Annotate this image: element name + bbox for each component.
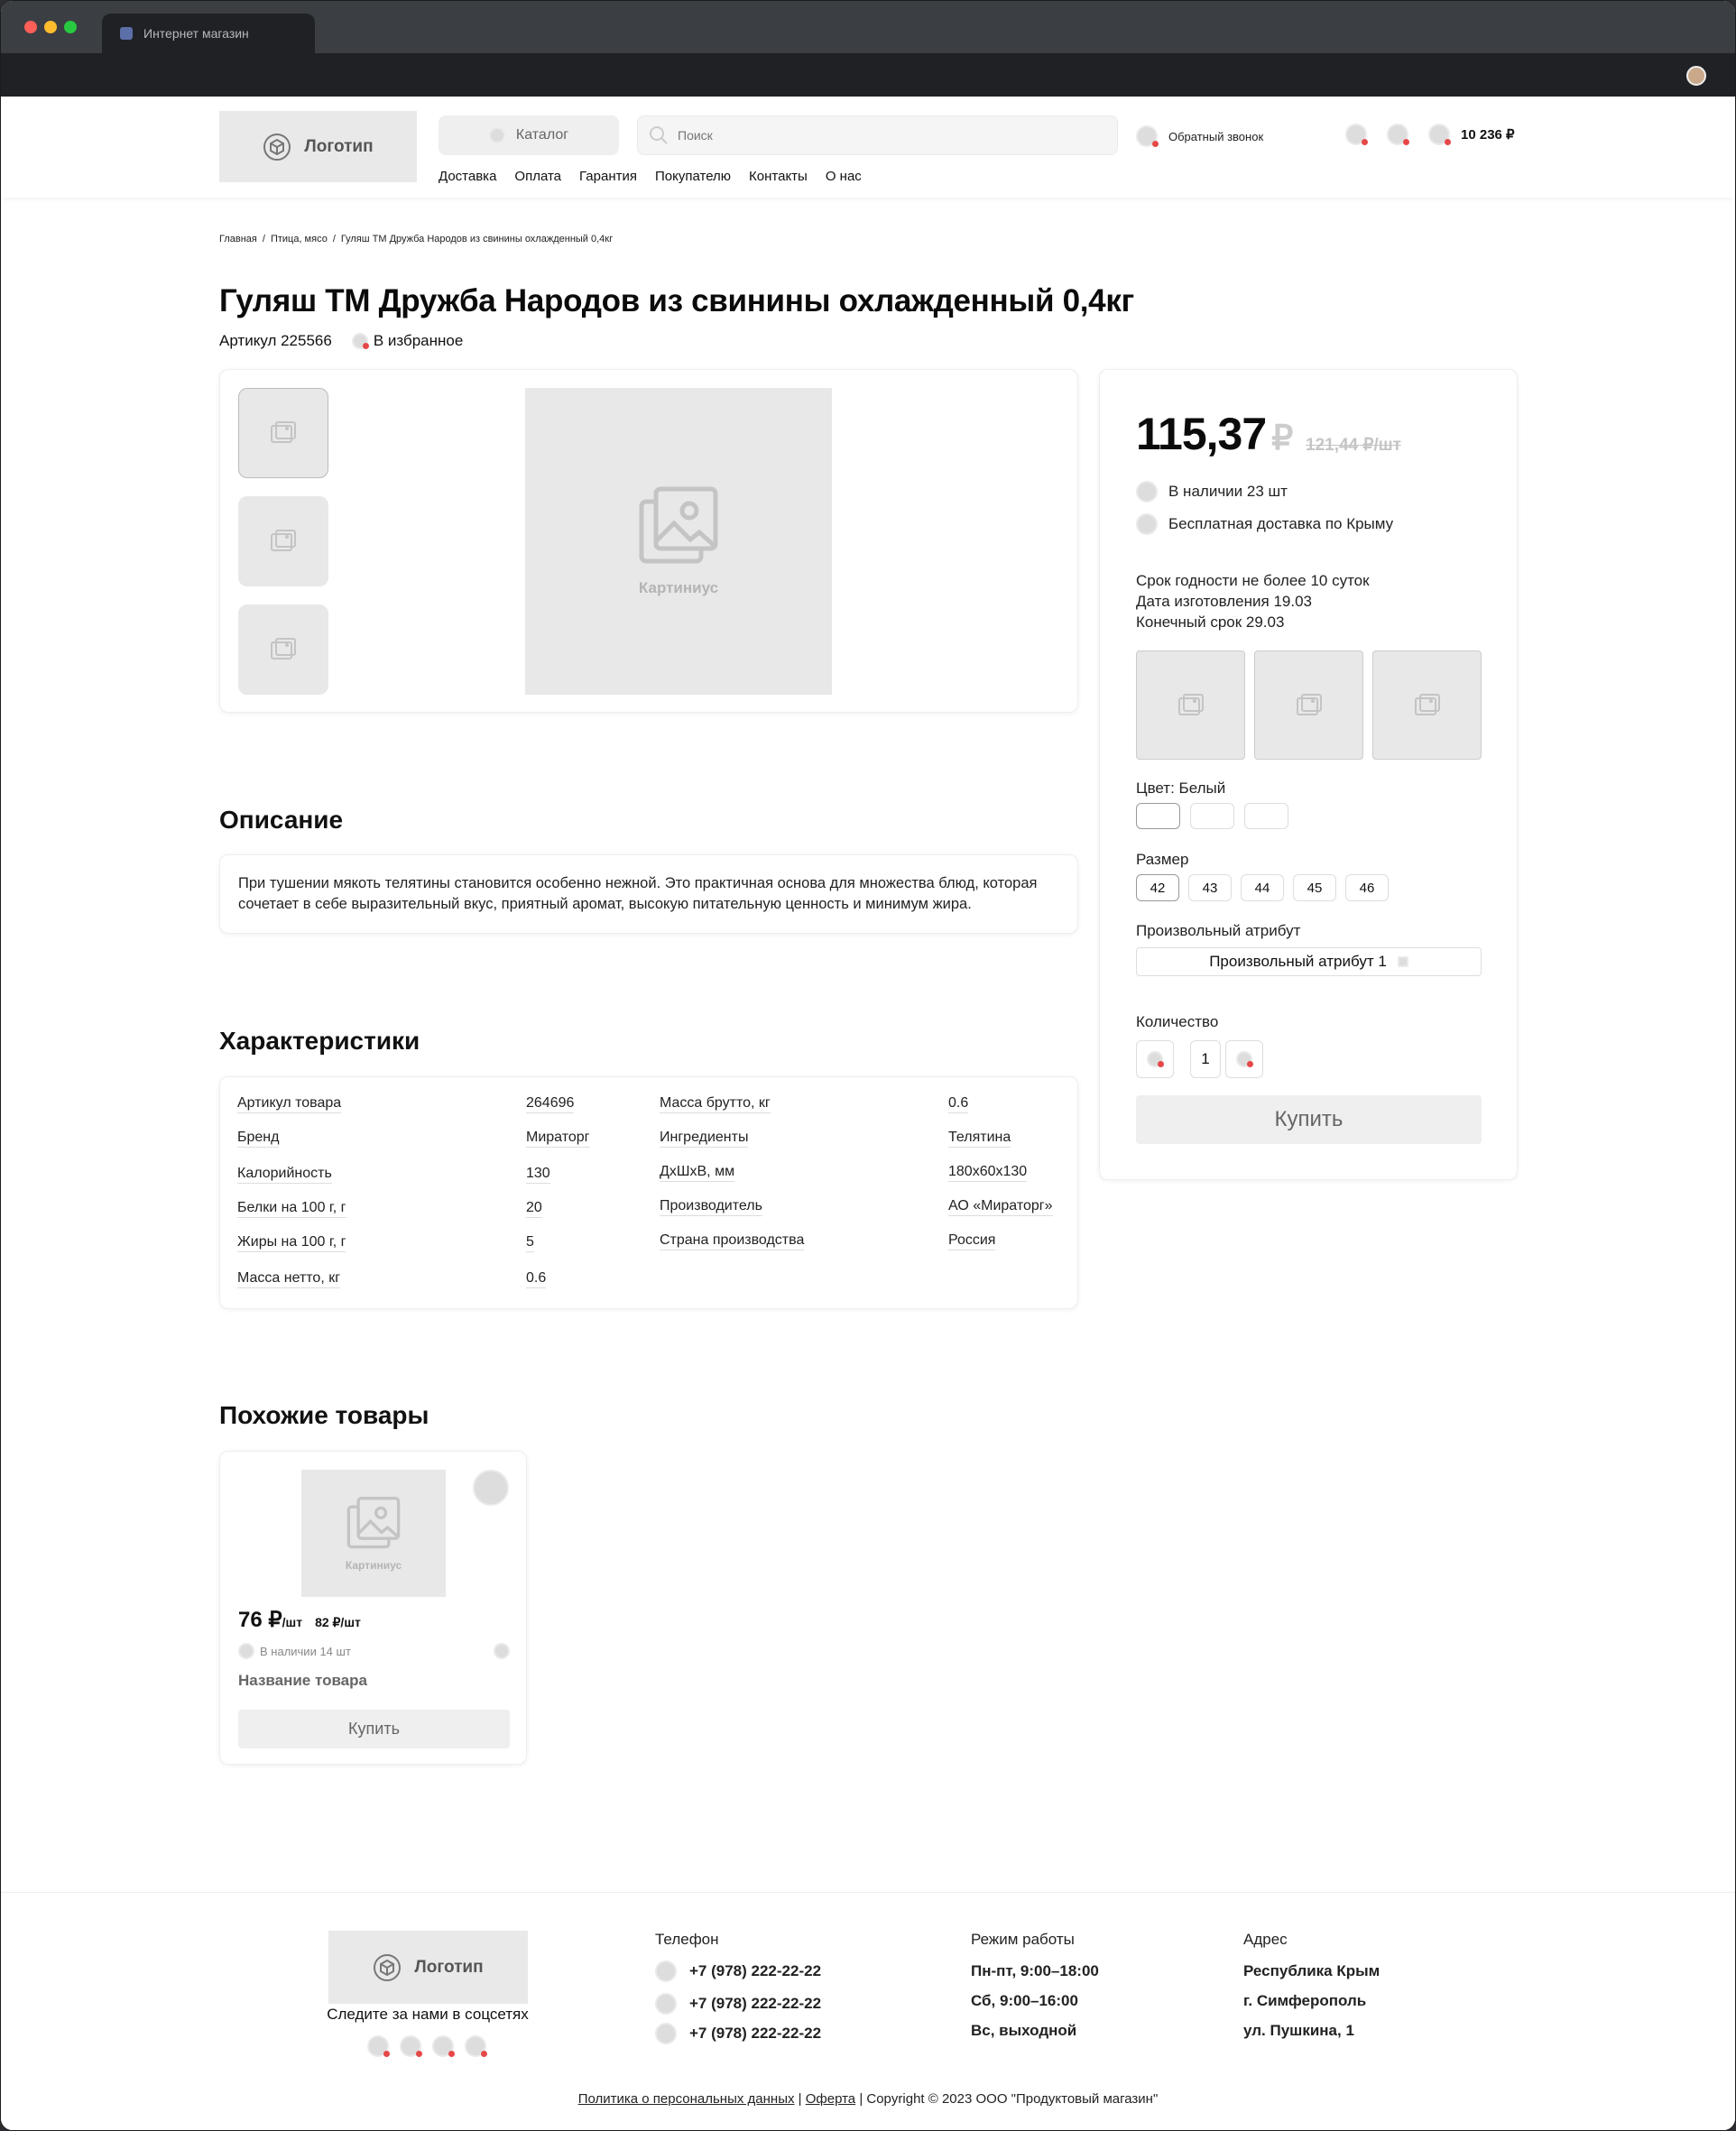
- info-icon[interactable]: [494, 1643, 510, 1659]
- stock-info: [1136, 481, 1288, 503]
- phone-icon: [1136, 125, 1158, 147]
- page-title: Гуляш ТМ Дружба Народов из свинины охлажденный 0,4кг: [219, 283, 1134, 318]
- tab-title: Интернет магазин: [143, 26, 249, 41]
- footer-logo-text: Логотип: [414, 1957, 484, 1977]
- product-card-stock-text: В наличии 14 шт: [260, 1644, 351, 1658]
- quantity-decrease-button[interactable]: [1136, 1040, 1174, 1078]
- phone-line-2[interactable]: [655, 1988, 821, 2018]
- phone-icon: [655, 1960, 677, 1982]
- product-card-stock: [238, 1643, 510, 1659]
- characteristics-card: [219, 1076, 1078, 1309]
- attribute-label: Произвольный атрибут: [1136, 922, 1301, 939]
- characteristic-value: 180х60х130: [948, 1164, 1027, 1182]
- chevron-down-icon: [1398, 956, 1408, 967]
- image-placeholder-icon: [346, 1496, 402, 1552]
- footer-address: [1243, 1931, 1380, 2045]
- catalog-button[interactable]: [439, 115, 619, 155]
- size-option-45[interactable]: 45: [1293, 874, 1336, 901]
- description-text: При тушении мякоть телятины становится особенно нежной. Это практичная основа для множества блюд, которая сочетает в себе выразительный вкус, приятный аромат, высокую питательную ценность и минимум жира.: [238, 875, 1038, 912]
- phone-number-2: +7 (978) 222-22-22: [689, 1994, 822, 2012]
- callback-label: Обратный звонок: [1168, 129, 1264, 143]
- footer-hours: [971, 1931, 1099, 2045]
- attribute-value: Произвольный атрибут 1: [1209, 953, 1387, 970]
- callback-link[interactable]: [1136, 125, 1263, 147]
- image-placeholder-icon: [638, 485, 719, 568]
- quantity-value[interactable]: 1: [1190, 1040, 1221, 1078]
- quantity-label: Количество: [1136, 1013, 1219, 1030]
- gallery-card: [219, 369, 1078, 713]
- price: [1136, 408, 1292, 460]
- gallery-thumbnail-3[interactable]: [238, 604, 328, 695]
- characteristic-value: Россия: [948, 1232, 995, 1250]
- description-card: [219, 854, 1078, 934]
- characteristic-label: Масса брутто, кг: [660, 1095, 771, 1113]
- size-option-46[interactable]: 46: [1345, 874, 1389, 901]
- delivery-icon: [1136, 513, 1158, 535]
- nav-warranty[interactable]: Гарантия: [579, 169, 637, 184]
- search-icon[interactable]: [649, 125, 669, 145]
- characteristic-label: Калорийность: [237, 1166, 332, 1184]
- description-heading: Описание: [219, 806, 344, 834]
- manufacture-date: Дата изготовления 19.03: [1136, 593, 1312, 610]
- stock-icon: [1136, 481, 1158, 503]
- delivery-info: [1136, 513, 1393, 535]
- phone-icon: [655, 1993, 677, 2015]
- product-article: Артикул 225566: [219, 332, 332, 349]
- favorite-toggle-icon[interactable]: [473, 1470, 509, 1506]
- cart-icon[interactable]: [1428, 124, 1450, 145]
- browser-tab-strip: [1, 1, 1735, 53]
- stock-icon: [238, 1643, 254, 1659]
- characteristic-label: Производитель: [660, 1198, 762, 1216]
- footer-logo[interactable]: [328, 1931, 528, 2004]
- social-icon-3[interactable]: [432, 2035, 454, 2057]
- image-placeholder-icon: [1177, 694, 1205, 717]
- expiry-info: [1136, 570, 1370, 632]
- characteristic-value: 130: [526, 1166, 550, 1184]
- footer-legal: Политика о персональных данных | Оферта | Copyright © 2023 ООО "Продуктовый магазин": [577, 2091, 1159, 2107]
- size-option-43[interactable]: 43: [1188, 874, 1232, 901]
- search-box: [637, 115, 1118, 155]
- color-swatch-3[interactable]: [1244, 803, 1288, 829]
- top-navigation: [439, 169, 862, 184]
- phone-heading: Телефон: [655, 1931, 719, 1948]
- breadcrumb-category[interactable]: Птица, мясо: [270, 234, 328, 244]
- quantity-increase-button[interactable]: [1225, 1040, 1263, 1078]
- characteristic-value: 20: [526, 1200, 542, 1218]
- characteristic-value: 264696: [526, 1095, 574, 1113]
- characteristic-label: Ингредиенты: [660, 1130, 748, 1148]
- profile-avatar[interactable]: [1686, 66, 1706, 86]
- phone-line-3[interactable]: [655, 2018, 821, 2048]
- catalog-label: Каталог: [515, 127, 569, 143]
- product-card-old-price: 82 ₽/шт: [315, 1615, 361, 1629]
- phone-icon: [655, 2023, 677, 2044]
- shelf-life: Срок годности не более 10 суток: [1136, 572, 1370, 589]
- product-card-image[interactable]: [301, 1470, 446, 1597]
- size-label: Размер: [1136, 851, 1189, 868]
- characteristic-label: Бренд: [237, 1130, 279, 1148]
- hours-sunday: Вс, выходной: [971, 2021, 1077, 2039]
- variant-image-1[interactable]: [1136, 650, 1245, 760]
- characteristic-value: Телятина: [948, 1130, 1011, 1148]
- browser-tab[interactable]: [102, 14, 315, 53]
- characteristic-value: 5: [526, 1234, 534, 1252]
- close-window-dot[interactable]: [24, 21, 37, 33]
- old-price: 121,44 ₽/шт: [1306, 436, 1401, 455]
- characteristic-value: 0.6: [526, 1270, 546, 1288]
- attribute-select[interactable]: [1136, 947, 1482, 976]
- characteristic-label: Масса нетто, кг: [237, 1270, 340, 1288]
- product-card-price-unit: /шт: [282, 1615, 303, 1629]
- cube-logo-icon: [373, 1953, 402, 1982]
- hours-weekdays: Пн-пт, 9:00–18:00: [971, 1961, 1099, 1979]
- offer-link[interactable]: Оферта: [805, 2091, 856, 2107]
- social-links: [367, 2035, 486, 2057]
- color-swatch-2[interactable]: [1190, 803, 1234, 829]
- add-to-favorites[interactable]: [352, 332, 464, 350]
- phone-number-3: +7 (978) 222-22-22: [689, 2024, 822, 2042]
- characteristic-value: АО «Мираторг»: [948, 1198, 1053, 1216]
- heart-icon: [352, 333, 368, 349]
- characteristic-label: Белки на 100 г, г: [237, 1200, 346, 1218]
- similar-heading: Похожие товары: [219, 1401, 429, 1429]
- logo-text: Логотип: [304, 136, 374, 156]
- characteristic-label: Артикул товара: [237, 1095, 341, 1113]
- color-swatch-1[interactable]: [1136, 803, 1180, 829]
- image-placeholder-icon: [1296, 694, 1323, 717]
- phone-number-1: +7 (978) 222-22-22: [689, 1961, 822, 1979]
- product-card-title[interactable]: Название товара: [238, 1672, 367, 1689]
- color-label: Цвет: Белый: [1136, 780, 1226, 797]
- cube-logo-icon: [263, 133, 291, 161]
- characteristic-value: 0.6: [948, 1095, 968, 1113]
- minus-icon: [1147, 1051, 1163, 1067]
- social-icon-1[interactable]: [367, 2035, 389, 2057]
- social-icon-4[interactable]: [465, 2035, 486, 2057]
- purchase-card: [1099, 369, 1518, 1180]
- delivery-text: Бесплатная доставка по Крыму: [1168, 515, 1394, 532]
- browser-toolbar: [1, 53, 1735, 97]
- address-region: Республика Крым: [1243, 1961, 1380, 1979]
- main-product-image[interactable]: [525, 388, 832, 695]
- nav-buyer[interactable]: Покупателю: [655, 169, 732, 184]
- nav-contacts[interactable]: Контакты: [749, 169, 808, 184]
- gallery-thumbnail-1[interactable]: [238, 388, 328, 478]
- product-card: [219, 1451, 527, 1765]
- favorites-label: В избранное: [373, 332, 464, 349]
- favorites-icon[interactable]: [1345, 124, 1367, 145]
- maximize-window-dot[interactable]: [64, 21, 77, 33]
- plus-icon: [1236, 1051, 1252, 1067]
- site-header: [1, 97, 1735, 198]
- main-image-caption: Картиниус: [638, 579, 719, 596]
- buy-button[interactable]: Купить: [1136, 1095, 1482, 1144]
- breadcrumb: Главная / Птица, мясо / Гуляш ТМ Дружба Народов из свинины охлажденный 0,4кг: [219, 234, 614, 244]
- breadcrumb-home[interactable]: Главная: [219, 234, 257, 244]
- product-card-price-value: 76 ₽: [238, 1608, 282, 1632]
- size-option-42[interactable]: 42: [1136, 874, 1179, 901]
- catalog-icon: [489, 127, 505, 143]
- image-placeholder-icon: [270, 638, 297, 661]
- characteristics-heading: Характеристики: [219, 1027, 420, 1055]
- copyright: | Copyright © 2023 ООО "Продуктовый магазин": [859, 2091, 1159, 2107]
- header-actions: [1345, 124, 1515, 145]
- compare-icon[interactable]: [1387, 124, 1408, 145]
- social-icon-2[interactable]: [400, 2035, 421, 2057]
- site-logo[interactable]: [219, 111, 417, 182]
- characteristic-label: ДхШхВ, мм: [660, 1164, 734, 1182]
- expiry-date: Конечный срок 29.03: [1136, 613, 1285, 631]
- characteristic-label: Страна производства: [660, 1232, 804, 1250]
- cart-total[interactable]: 10 236 ₽: [1461, 127, 1515, 143]
- stock-text: В наличии 23 шт: [1168, 483, 1288, 500]
- nav-delivery[interactable]: Доставка: [439, 169, 497, 184]
- product-card-buy-button[interactable]: Купить: [238, 1710, 510, 1748]
- address-heading: Адрес: [1243, 1931, 1288, 1948]
- tab-favicon-icon: [120, 27, 133, 40]
- price-currency: ₽: [1271, 420, 1293, 457]
- product-card-image-caption: Картиниус: [345, 1558, 402, 1572]
- nav-about[interactable]: О нас: [825, 169, 862, 184]
- hours-heading: Режим работы: [971, 1931, 1075, 1948]
- footer-phones: [655, 1931, 821, 2048]
- product-card-price: [238, 1607, 361, 1633]
- characteristic-value: Мираторг: [526, 1130, 590, 1148]
- hours-saturday: Сб, 9:00–16:00: [971, 1991, 1078, 2009]
- gallery-thumbnail-2[interactable]: [238, 496, 328, 586]
- image-placeholder-icon: [270, 530, 297, 553]
- product-meta: [219, 332, 463, 350]
- price-value: 115,37: [1136, 409, 1267, 459]
- address-city: г. Симферополь: [1243, 1991, 1367, 2009]
- search-input[interactable]: [678, 128, 1093, 143]
- social-caption: Следите за нами в соцсетях: [327, 2006, 529, 2023]
- characteristic-label: Жиры на 100 г, г: [237, 1234, 346, 1252]
- minimize-window-dot[interactable]: [44, 21, 57, 33]
- breadcrumb-current: Гуляш ТМ Дружба Народов из свинины охлажденный 0,4кг: [340, 234, 614, 244]
- address-street: ул. Пушкина, 1: [1243, 2021, 1354, 2039]
- variant-image-2[interactable]: [1254, 650, 1363, 760]
- variant-image-3[interactable]: [1372, 650, 1482, 760]
- size-option-44[interactable]: 44: [1241, 874, 1284, 901]
- image-placeholder-icon: [1414, 694, 1441, 717]
- nav-payment[interactable]: Оплата: [514, 169, 562, 184]
- privacy-link[interactable]: Политика о персональных данных: [577, 2091, 795, 2107]
- phone-line-1[interactable]: [655, 1956, 821, 1986]
- image-placeholder-icon: [270, 421, 297, 445]
